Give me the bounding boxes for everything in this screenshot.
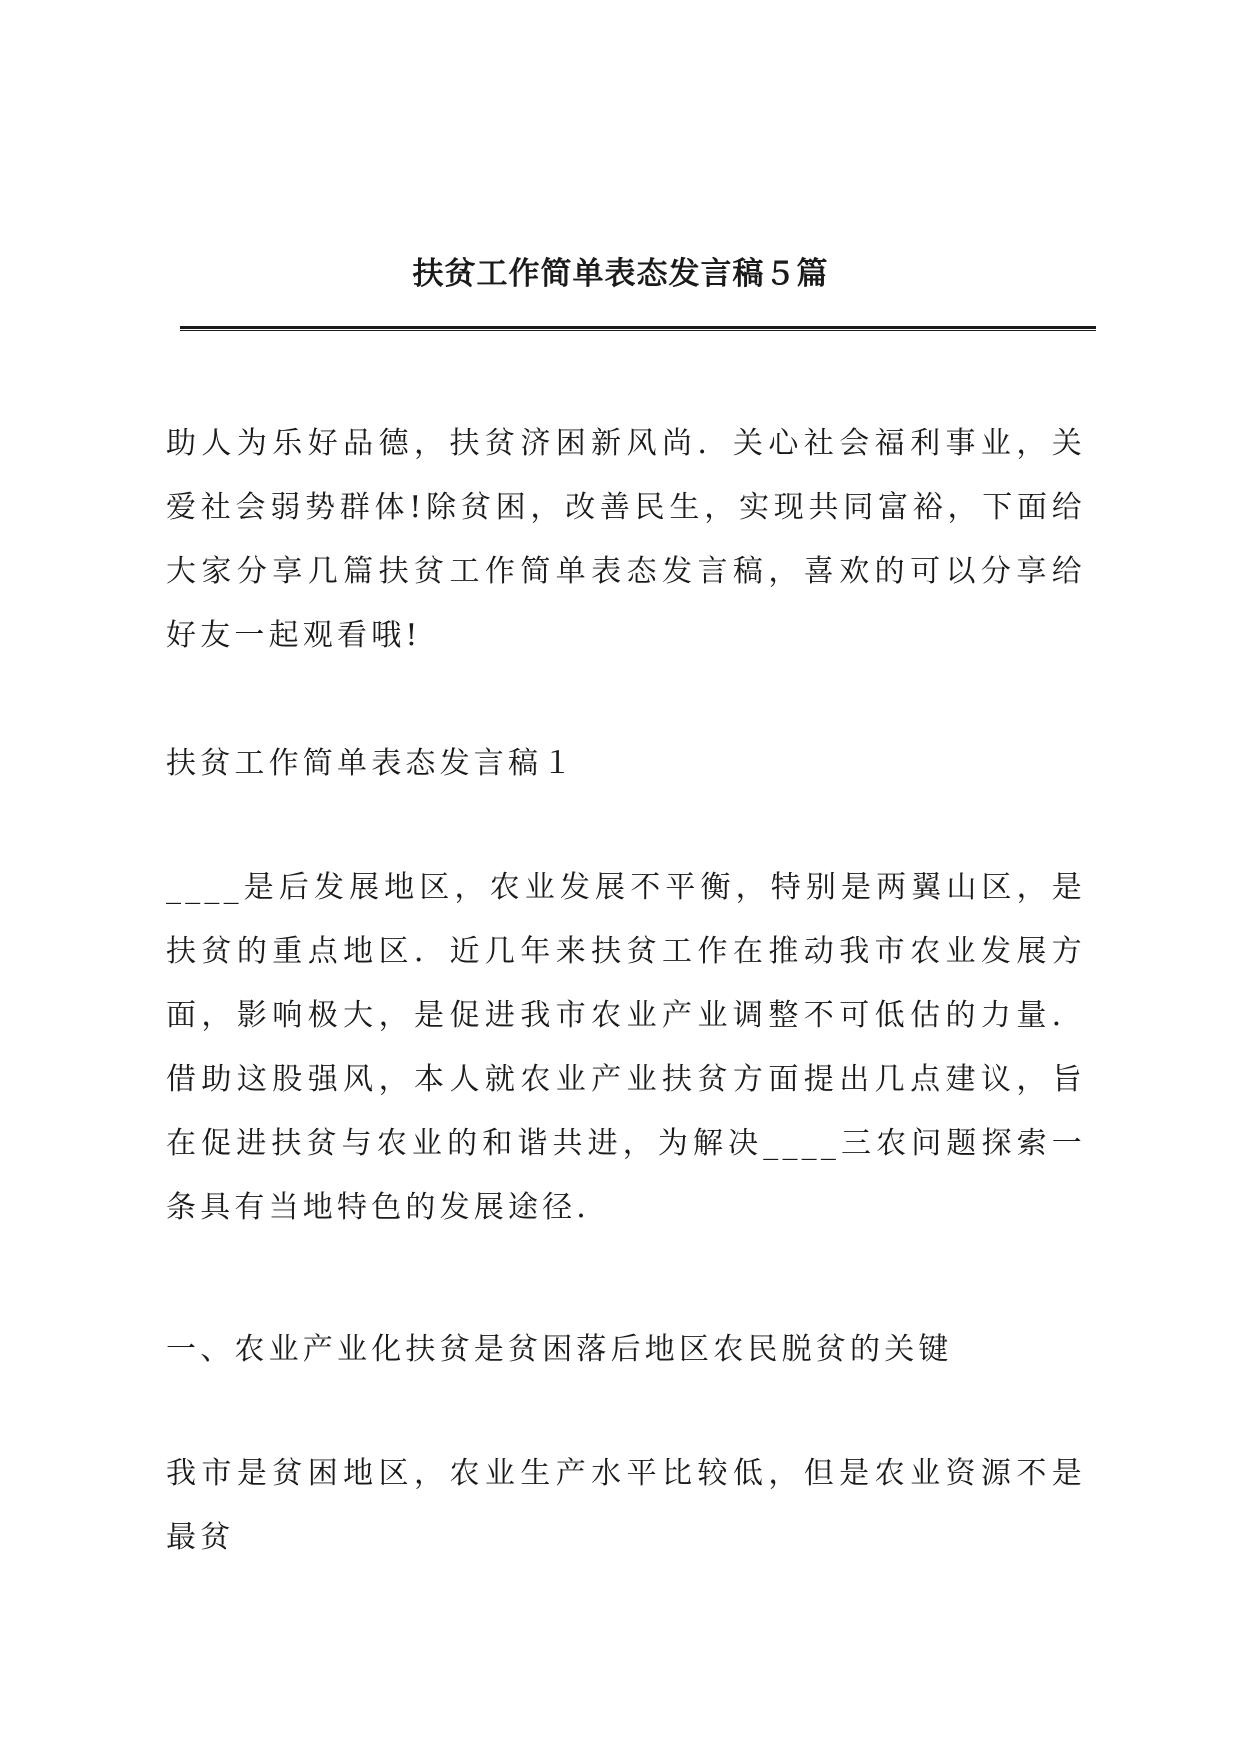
body-paragraph: 我市是贫困地区，农业生产水平比较低，但是农业资源不是最贫 (166, 1456, 1086, 1555)
intro-paragraph: 助人为乐好品德，扶贫济困新风尚．关心社会福利事业，关爱社会弱势群体!除贫困，改善民生，实现共同富裕，下面给大家分享几篇扶贫工作简单表态发言稿，喜欢的可以分享给好友一起观看哦! (166, 426, 1086, 653)
section-heading: 扶贫工作简单表态发言稿１ (166, 746, 577, 781)
document-title: 扶贫工作简单表态发言稿５篇 (412, 256, 829, 292)
body-paragraph: ____是后发展地区，农业发展不平衡，特别是两翼山区，是扶贫的重点地区．近几年来扶贫工作在推动我市农业发展方面，影响极大，是促进我市农业产业调整不可低估的力量．借助这股强风，本人就农业产业扶贫方面提出几点建议，旨在促进扶贫与农业的和谐共进，为解决____三农问题探索一条具有当地特色的发展途径． (166, 870, 1086, 1225)
title-divider (180, 326, 1096, 331)
subheading: 一、农业产业化扶贫是贫困落后地区农民脱贫的关键 (166, 1332, 953, 1367)
